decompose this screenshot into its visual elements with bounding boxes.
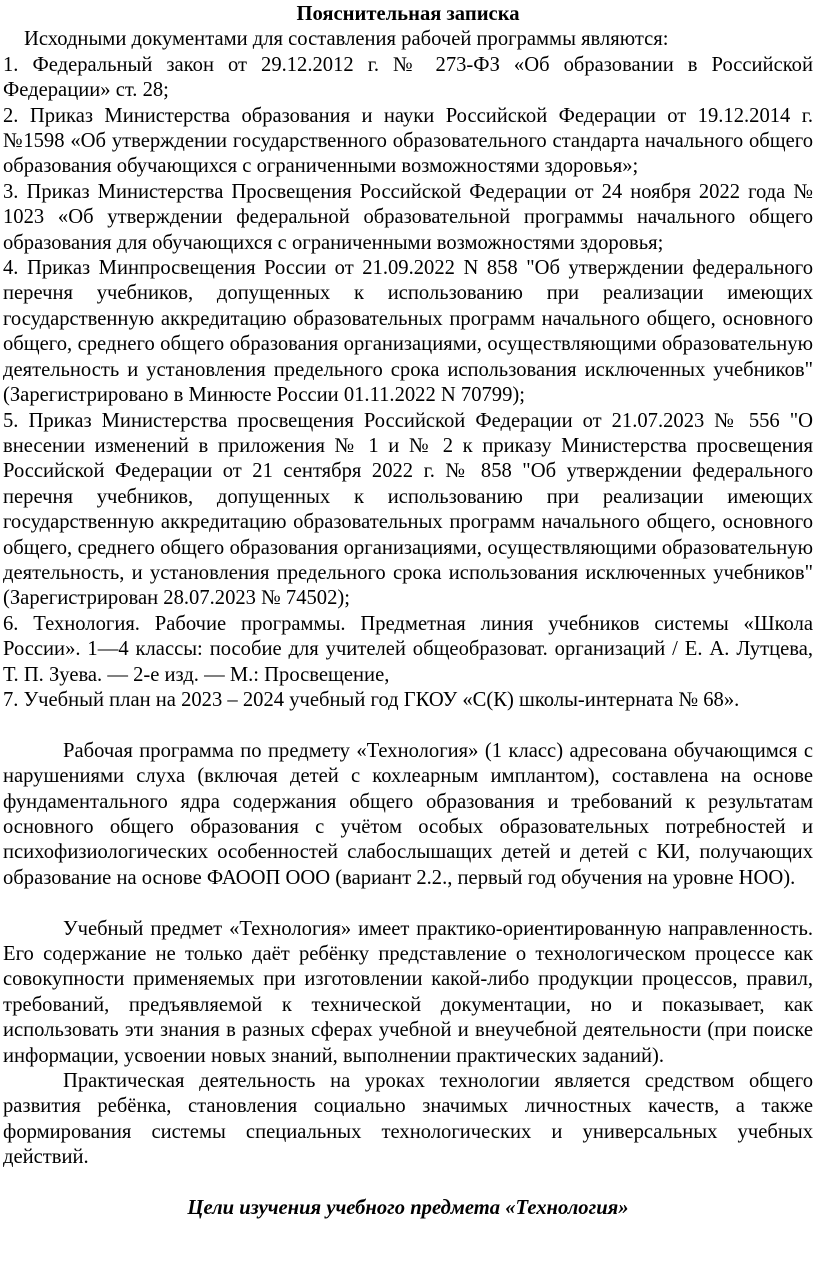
list-item: 2. Приказ Министерства образования и науки Российской Федерации от 19.12.2014 г. №1598 «Об утверждении государственного образовательного стандарта начального общего образования обучающихся с ограниченными возможностями здоровья»;	[3, 104, 813, 178]
spacer	[3, 891, 813, 916]
document-title: Пояснительная записка	[296, 3, 520, 25]
body-paragraph: Рабочая программа по предмету «Технология» (1 класс) адресована обучающимся с нарушениями слуха (включая детей с кохлеарным имплантом), составлена на основе фундаментального ядра содержания общего образования и требований к результатам основного общего образования с учётом особых образовательных потребностей и психофизиологических особенностей слабослышащих детей и детей с КИ, получающих образование на основе ФАООП ООО (вариант 2.2., первый год обучения на уровне НОО).	[3, 739, 813, 889]
section-heading: Цели изучения учебного предмета «Технология»	[187, 1197, 629, 1220]
body-paragraph: Учебный предмет «Технология» имеет практико-ориентированную направленность. Его содержание не только даёт ребёнку представление о технологическом процессе как совокупности применяемых при изготовлении какой-либо продукции процессов, правил, требований, предъявляемой к технической документации, но и показывает, как использовать эти знания в разных сферах учебной и внеучебной деятельности (при поиске информации, усвоении новых знаний, выполнении практических заданий).	[3, 917, 813, 1067]
list-item: 6. Технология. Рабочие программы. Предметная линия учебников системы «Школа России». 1—4 классы: пособие для учителей общеобразоват. организаций / Е. А. Лутцева, Т. П. Зуева. — 2-е изд. — М.: Просвещение,	[3, 612, 813, 686]
list-item: 1. Федеральный закон от 29.12.2012 г. № 273-ФЗ «Об образовании в Российской Федерации» ст. 28;	[3, 53, 813, 102]
spacer	[3, 713, 813, 738]
spacer	[3, 1171, 813, 1196]
list-item: 7. Учебный план на 2023 – 2024 учебный год ГКОУ «С(К) школы-интерната № 68».	[3, 688, 740, 711]
list-item: 4. Приказ Минпросвещения России от 21.09.2022 N 858 "Об утверждении федерального перечня учебников, допущенных к использованию при реализации имеющих государственную аккредитацию образовательных программ начального общего, основного общего, среднего общего образования организациями, осуществляющими образовательную деятельность и установления предельного срока использования исключенных учебников" (Зарегистрировано в Минюсте России 01.11.2022 N 70799);	[3, 257, 813, 407]
intro-text: Исходными документами для составления рабочей программы являются:	[24, 28, 669, 51]
body-paragraph: Практическая деятельность на уроках технологии является средством общего развития ребёнка, становления социально значимых личностных качеств, а также формирования системы специальных технологических и универсальных учебных действий.	[3, 1070, 813, 1169]
list-item: 5. Приказ Министерства просвещения Российской Федерации от 21.07.2023 № 556 "О внесении изменений в приложения № 1 и № 2 к приказу Министерства просвещения Российской Федерации от 21 сентября 2022 г. № 858 "Об утверждении федерального перечня учебников, допущенных к использованию при реализации имеющих государственную аккредитацию образовательных программ начального общего, основного общего, среднего общего образования организациями, осуществляющими образовательную деятельность, и установления предельного срока использования исключенных учебников"(Зарегистрирован 28.07.2023 № 74502);	[3, 409, 813, 610]
list-item: 3. Приказ Министерства Просвещения Российской Федерации от 24 ноября 2022 года № 1023 «Об утверждении федеральной образовательной программы начального общего образования для обучающихся с ограниченными возможностями здоровья;	[3, 180, 813, 254]
